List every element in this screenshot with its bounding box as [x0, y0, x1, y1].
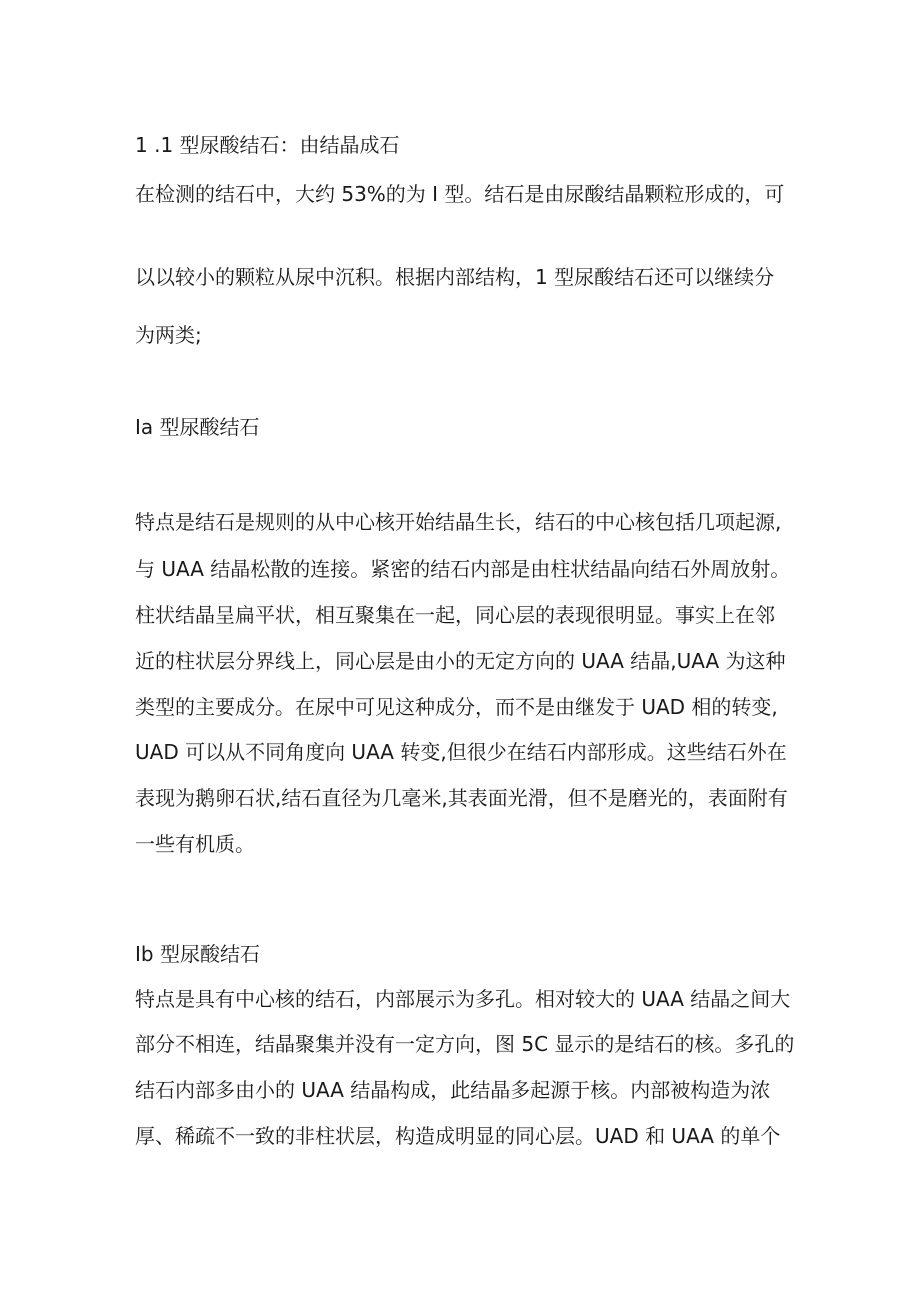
- paragraph-line: 一些有机质。: [135, 832, 255, 856]
- paragraph-line: 以以较小的颗粒从尿中沉积。根据内部结构，1 型尿酸结石还可以继续分: [135, 265, 775, 289]
- paragraph-line: 特点是具有中心核的结石，内部展示为多孔。相对较大的 UAA 结晶之间大: [135, 987, 791, 1011]
- section-ib-heading: Ib 型尿酸结石: [135, 942, 260, 966]
- paragraph-line: 与 UAA 结晶松散的连接。紧密的结石内部是由柱状结晶向结石外周放射。: [135, 557, 791, 581]
- paragraph-line: 柱状结晶呈扁平状，相互聚集在一起，同心层的表现很明显。事实上在邻: [135, 603, 775, 627]
- paragraph-line: 结石内部多由小的 UAA 结晶构成，此结晶多起源于核。内部被构造为浓: [135, 1078, 771, 1102]
- paragraph-line: 部分不相连，结晶聚集并没有一定方向，图 5C 显示的是结石的核。多孔的: [135, 1032, 795, 1056]
- paragraph-line: 在检测的结石中，大约 53%的为 I 型。结石是由尿酸结晶颗粒形成的，可: [135, 182, 785, 206]
- paragraph-line: 表现为鹅卵石状,结石直径为几毫米,其表面光滑，但不是磨光的，表面附有: [135, 786, 788, 810]
- paragraph-line: 近的柱状层分界线上，同心层是由小的无定方向的 UAA 结晶,UAA 为这种: [135, 649, 786, 673]
- paragraph-line: 类型的主要成分。在尿中可见这种成分，而不是由继发于 UAD 相的转变,: [135, 695, 778, 719]
- section-ia-heading: Ia 型尿酸结石: [135, 415, 260, 439]
- paragraph-line: UAD 可以从不同角度向 UAA 转变,但很少在结石内部形成。这些结石外在: [135, 740, 787, 764]
- paragraph-line: 为两类;: [135, 323, 202, 347]
- paragraph-line: 特点是结石是规则的从中心核开始结晶生长，结石的中心核包括几项起源,: [135, 510, 782, 534]
- paragraph-line: 厚、稀疏不一致的非柱状层，构造成明显的同心层。UAD 和 UAA 的单个: [135, 1124, 781, 1148]
- section-1-1-heading: 1 .1 型尿酸结石：由结晶成石: [135, 133, 400, 157]
